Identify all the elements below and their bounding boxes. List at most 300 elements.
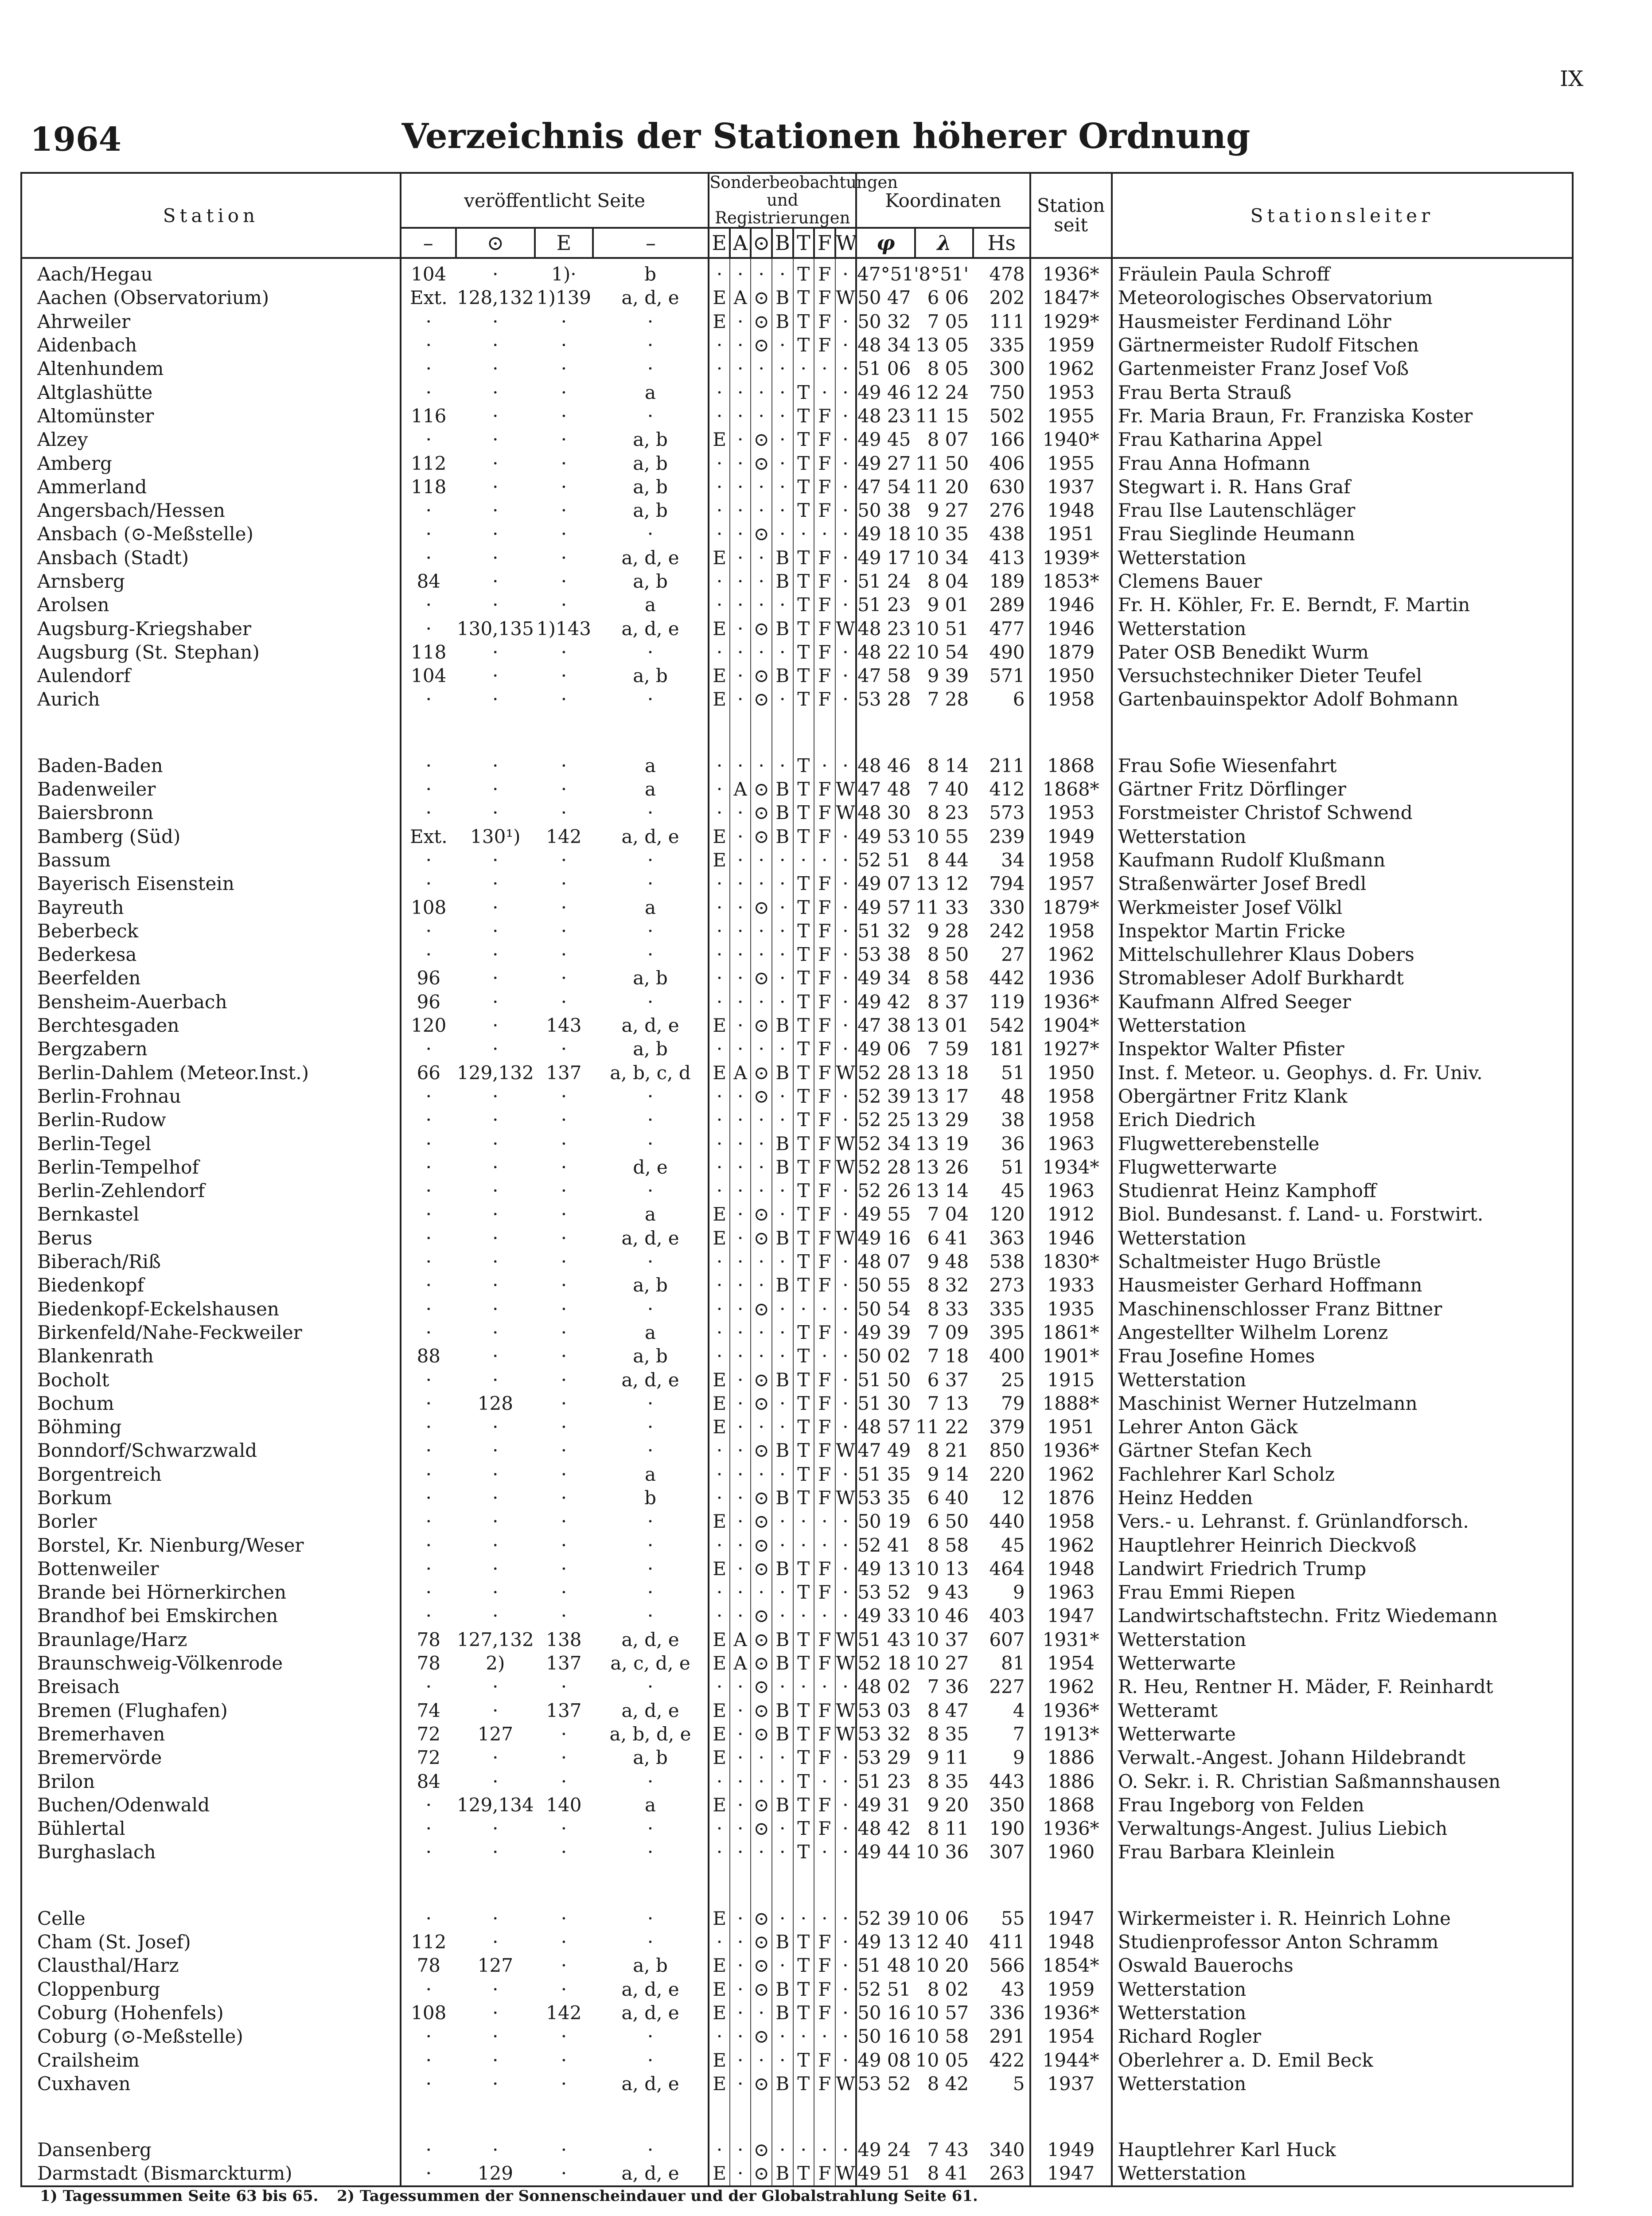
pub-page-sun: · bbox=[492, 1440, 499, 1462]
special-e: · bbox=[716, 2025, 723, 2048]
coord-longitude: 8 35 bbox=[927, 1770, 969, 1792]
special-e: E bbox=[713, 546, 726, 569]
special-f: F bbox=[814, 333, 835, 357]
pub-page-1: · bbox=[425, 381, 432, 403]
pub-page-e: · bbox=[561, 665, 567, 687]
special-t: T bbox=[793, 1628, 814, 1651]
special-w: · bbox=[835, 1202, 857, 1226]
coord-longitude: 7 28 bbox=[927, 688, 969, 710]
station-since: 1901* bbox=[1030, 1344, 1112, 1368]
pub-page-e: 137 bbox=[546, 1061, 582, 1084]
special-w: · bbox=[835, 825, 857, 848]
pub-page-4: · bbox=[593, 943, 709, 966]
spacer-cell bbox=[772, 711, 793, 754]
special-sun: ⊙ bbox=[751, 1722, 772, 1746]
special-a: · bbox=[730, 1769, 751, 1793]
special-e: E bbox=[713, 1392, 726, 1414]
special-w: W bbox=[835, 1131, 857, 1155]
station-since: 1949 bbox=[1030, 2138, 1112, 2161]
pub-page-1: · bbox=[425, 920, 432, 942]
coord-longitude: 6 41 bbox=[927, 1227, 969, 1249]
pub-page-4: · bbox=[593, 1297, 709, 1320]
station-since: 1936* bbox=[1030, 1439, 1112, 1462]
coord-latitude: 49 31 bbox=[857, 1794, 911, 1816]
table-row bbox=[21, 1793, 1573, 1817]
station-leader: Wetterwarte bbox=[1112, 1722, 1573, 1746]
coord-latitude: 47 38 bbox=[857, 1014, 911, 1037]
coord-longitude: 7 43 bbox=[927, 2139, 969, 2161]
coord-latitude: 52 25 bbox=[857, 1109, 911, 1131]
coord-height: 9 bbox=[973, 1580, 1030, 1604]
special-b: B bbox=[772, 1722, 793, 1746]
pub-page-4: a, d, e bbox=[593, 2072, 709, 2095]
pub-page-sun: 129,134 bbox=[457, 1794, 534, 1816]
station-name: Borkum bbox=[21, 1486, 401, 1510]
pub-page-1: Ext. bbox=[410, 287, 448, 309]
special-a: · bbox=[730, 1977, 751, 2001]
special-b: · bbox=[772, 943, 793, 966]
pub-page-sun: 129 bbox=[456, 2161, 535, 2186]
coord-latitude: 52 18 bbox=[857, 1652, 911, 1674]
station-leader: R. Heu, Rentner H. Mäder, F. Reinhardt bbox=[1112, 1675, 1573, 1698]
pub-page-e: · bbox=[561, 1369, 567, 1391]
special-w: W bbox=[835, 286, 857, 309]
special-f: · bbox=[814, 1604, 835, 1627]
coord-longitude: 8 04 bbox=[927, 570, 969, 592]
pub-page-1: · bbox=[425, 1132, 432, 1155]
spacer-cell bbox=[456, 2095, 535, 2138]
special-a: · bbox=[730, 1533, 751, 1557]
coord-latitude: 52 39 bbox=[857, 1085, 911, 1107]
special-e: · bbox=[716, 1440, 723, 1462]
station-leader: Wetterstation bbox=[1112, 1977, 1573, 2001]
pub-page-sun: · bbox=[492, 381, 499, 403]
spacer-cell bbox=[856, 2095, 915, 2138]
coord-height: 36 bbox=[973, 1131, 1030, 1155]
special-e: · bbox=[716, 1109, 723, 1131]
special-f: F bbox=[814, 1746, 835, 1769]
pub-page-1: · bbox=[425, 2025, 432, 2048]
special-t: T bbox=[793, 1793, 814, 1817]
coord-latitude: 48 46 bbox=[857, 754, 911, 776]
station-leader: Frau Ingeborg von Felden bbox=[1112, 1793, 1573, 1817]
pub-page-4: · bbox=[593, 1415, 709, 1439]
station-since: 1958 bbox=[1030, 919, 1112, 943]
special-f: F bbox=[814, 1155, 835, 1179]
special-a: · bbox=[730, 593, 751, 616]
station-leader: Schaltmeister Hugo Brüstle bbox=[1112, 1250, 1573, 1273]
pub-page-4: · bbox=[593, 1580, 709, 1604]
pub-page-sun: · bbox=[492, 1038, 499, 1060]
pub-page-sun: · bbox=[492, 1298, 499, 1320]
pub-page-sun: · bbox=[492, 1747, 499, 1769]
special-sun: · bbox=[751, 1344, 772, 1368]
pub-page-4: · bbox=[593, 1675, 709, 1698]
coord-height: 438 bbox=[973, 522, 1030, 546]
special-sun: ⊙ bbox=[751, 1557, 772, 1580]
special-sun: ⊙ bbox=[751, 333, 772, 357]
station-name: Ansbach (⊙-Meßstelle) bbox=[21, 522, 401, 546]
special-b: · bbox=[772, 475, 793, 499]
station-since: 1949 bbox=[1030, 825, 1112, 848]
pub-page-sun: · bbox=[492, 873, 499, 895]
pub-page-e: 1)139 bbox=[536, 287, 592, 309]
special-w: · bbox=[835, 990, 857, 1014]
pub-page-e: · bbox=[561, 570, 567, 592]
special-b: · bbox=[772, 593, 793, 616]
special-sun: ⊙ bbox=[751, 895, 772, 919]
station-name: Biedenkopf bbox=[21, 1273, 401, 1297]
coord-latitude: 50 55 bbox=[857, 1274, 911, 1296]
special-t: T bbox=[793, 475, 814, 499]
station-since: 1962 bbox=[1030, 1533, 1112, 1557]
special-f: · bbox=[814, 380, 835, 404]
special-a: · bbox=[730, 499, 751, 522]
special-sun: · bbox=[751, 1108, 772, 1131]
special-f: F bbox=[814, 943, 835, 966]
station-name: Berus bbox=[21, 1226, 401, 1250]
special-w: · bbox=[835, 1557, 857, 1580]
pub-page-e: · bbox=[561, 1723, 567, 1745]
pub-page-4: a, d, e bbox=[593, 1628, 709, 1651]
special-sun: · bbox=[751, 357, 772, 380]
pub-page-e: 142 bbox=[546, 2001, 582, 2024]
special-sun: ⊙ bbox=[751, 801, 772, 824]
special-a: · bbox=[730, 428, 751, 451]
special-f: F bbox=[814, 777, 835, 801]
station-since: 1946 bbox=[1030, 593, 1112, 616]
pub-page-4: · bbox=[593, 919, 709, 943]
coord-latitude: 53 38 bbox=[857, 944, 911, 966]
coord-latitude: 49 27 bbox=[857, 452, 911, 474]
table-row bbox=[21, 593, 1573, 616]
coord-longitude: 9 39 bbox=[927, 665, 969, 687]
station-since: 1936 bbox=[1030, 966, 1112, 990]
pub-page-e: · bbox=[561, 1203, 567, 1225]
special-sun: · bbox=[751, 570, 772, 593]
special-sun: ⊙ bbox=[751, 687, 772, 711]
station-name: Amberg bbox=[21, 451, 401, 475]
special-f: F bbox=[814, 1392, 835, 1415]
special-f: · bbox=[814, 2138, 835, 2161]
special-t: · bbox=[793, 2025, 814, 2048]
special-e: · bbox=[716, 1770, 723, 1792]
header-special-col: ⊙ bbox=[751, 228, 772, 258]
special-b: B bbox=[772, 2161, 793, 2186]
special-a: · bbox=[730, 1722, 751, 1746]
special-e: E bbox=[713, 1227, 726, 1249]
pub-page-4: · bbox=[593, 1604, 709, 1627]
pub-page-e: 142 bbox=[546, 825, 582, 847]
special-t: T bbox=[793, 872, 814, 895]
special-a: A bbox=[730, 1628, 751, 1651]
station-since: 1854* bbox=[1030, 1954, 1112, 1977]
pub-page-1: · bbox=[425, 1841, 432, 1863]
special-sun: · bbox=[751, 754, 772, 777]
coord-latitude: 49 18 bbox=[857, 523, 911, 545]
special-a: · bbox=[730, 2161, 751, 2186]
table-row bbox=[21, 1108, 1573, 1131]
special-e: · bbox=[716, 920, 723, 942]
spacer-cell bbox=[814, 2095, 835, 2138]
coord-latitude: 50 16 bbox=[857, 2001, 911, 2024]
coord-height: 291 bbox=[973, 2025, 1030, 2048]
special-b: B bbox=[772, 1930, 793, 1954]
table-row bbox=[21, 1463, 1573, 1486]
special-f: F bbox=[814, 1108, 835, 1131]
spacer-cell bbox=[1112, 711, 1573, 754]
special-sun: ⊙ bbox=[751, 1486, 772, 1510]
pub-page-sun: · bbox=[492, 1581, 499, 1603]
pub-page-1: · bbox=[425, 617, 432, 640]
special-e: · bbox=[716, 802, 723, 824]
special-t: T bbox=[793, 1651, 814, 1675]
special-t: T bbox=[793, 1392, 814, 1415]
header-longitude: λ bbox=[915, 228, 973, 258]
special-sun: ⊙ bbox=[751, 2072, 772, 2095]
special-f: F bbox=[814, 1580, 835, 1604]
special-b: · bbox=[772, 258, 793, 286]
special-t: T bbox=[793, 258, 814, 286]
pub-page-e: · bbox=[561, 334, 567, 356]
station-since: 1868 bbox=[1030, 1793, 1112, 1817]
station-since: 1868* bbox=[1030, 777, 1112, 801]
special-a: · bbox=[730, 1179, 751, 1202]
coord-height: 239 bbox=[973, 825, 1030, 848]
pub-page-sun: · bbox=[492, 778, 499, 800]
station-name: Borstel, Kr. Nienburg/Weser bbox=[21, 1533, 401, 1557]
special-sun: ⊙ bbox=[751, 1907, 772, 1930]
special-t: · bbox=[793, 522, 814, 546]
pub-page-1: · bbox=[425, 1907, 432, 1929]
special-b: · bbox=[772, 990, 793, 1014]
special-e: E bbox=[713, 1014, 726, 1037]
pub-page-4: a, b bbox=[593, 570, 709, 593]
special-sun: ⊙ bbox=[751, 428, 772, 451]
station-name: Bamberg (Süd) bbox=[21, 825, 401, 848]
special-t: · bbox=[793, 1604, 814, 1627]
table-row bbox=[21, 1037, 1573, 1061]
special-b: · bbox=[772, 1037, 793, 1061]
pub-page-4: a, b bbox=[593, 1954, 709, 1977]
special-a: · bbox=[730, 1202, 751, 1226]
special-a: · bbox=[730, 825, 751, 848]
station-leader: Hauptlehrer Heinrich Dieckvoß bbox=[1112, 1533, 1573, 1557]
special-b: · bbox=[772, 499, 793, 522]
station-leader: Frau Sofie Wiesenfahrt bbox=[1112, 754, 1573, 777]
special-f: · bbox=[814, 1533, 835, 1557]
special-a: A bbox=[730, 777, 751, 801]
special-f: F bbox=[814, 1463, 835, 1486]
station-name: Angersbach/Hessen bbox=[21, 499, 401, 522]
coord-longitude: 13 12 bbox=[915, 873, 969, 895]
special-t: · bbox=[793, 2138, 814, 2161]
coord-latitude: 50 02 bbox=[857, 1345, 911, 1367]
special-a: · bbox=[730, 1604, 751, 1627]
pub-page-sun: · bbox=[492, 1676, 499, 1698]
special-w: · bbox=[835, 1463, 857, 1486]
special-b: B bbox=[772, 1628, 793, 1651]
coord-latitude: 48 22 bbox=[857, 641, 911, 663]
station-since: 1958 bbox=[1030, 1108, 1112, 1131]
special-b: B bbox=[772, 616, 793, 640]
special-b: B bbox=[772, 1368, 793, 1391]
station-since: 1958 bbox=[1030, 1085, 1112, 1108]
special-t: T bbox=[793, 570, 814, 593]
special-b: B bbox=[772, 1131, 793, 1155]
table-row bbox=[21, 380, 1573, 404]
station-since: 1963 bbox=[1030, 1580, 1112, 1604]
special-t: T bbox=[793, 777, 814, 801]
station-name: Braunschweig-Völkenrode bbox=[21, 1651, 401, 1675]
spacer-cell bbox=[593, 1864, 709, 1907]
special-t: T bbox=[793, 1344, 814, 1368]
table-row bbox=[21, 754, 1573, 777]
pub-page-1: · bbox=[425, 1794, 432, 1816]
station-since: 1904* bbox=[1030, 1014, 1112, 1037]
spacer-cell bbox=[730, 1864, 751, 1907]
coord-longitude: 9 43 bbox=[927, 1581, 969, 1603]
pub-page-1: · bbox=[425, 873, 432, 895]
coord-latitude: 49 24 bbox=[857, 2139, 911, 2161]
station-name: Coburg (Hohenfels) bbox=[21, 2001, 401, 2025]
spacer-cell bbox=[915, 1864, 973, 1907]
coord-longitude: 6 37 bbox=[927, 1369, 969, 1391]
table-row bbox=[21, 895, 1573, 919]
coord-longitude: 10 27 bbox=[915, 1652, 969, 1674]
special-b: · bbox=[772, 640, 793, 664]
station-since: 1936* bbox=[1030, 2001, 1112, 2025]
pub-page-4: · bbox=[593, 1131, 709, 1155]
pub-page-1: 108 bbox=[411, 896, 447, 918]
pub-page-1: · bbox=[425, 1676, 432, 1698]
special-a: · bbox=[730, 1014, 751, 1037]
special-w: · bbox=[835, 522, 857, 546]
special-b: · bbox=[772, 2025, 793, 2048]
station-since: 1940* bbox=[1030, 428, 1112, 451]
special-w: W bbox=[835, 1155, 857, 1179]
special-t: T bbox=[793, 2072, 814, 2095]
station-name: Aulendorf bbox=[21, 664, 401, 687]
coord-latitude: 53 52 bbox=[857, 2072, 911, 2095]
special-sun: · bbox=[751, 546, 772, 570]
station-name: Celle bbox=[21, 1907, 401, 1930]
pub-page-sun: · bbox=[492, 1085, 499, 1107]
special-f: F bbox=[814, 1273, 835, 1297]
coord-latitude: 49 13 bbox=[857, 1557, 911, 1580]
coord-latitude: 50 16 bbox=[857, 2025, 911, 2048]
special-b: · bbox=[772, 357, 793, 380]
pub-page-sun: · bbox=[492, 1699, 499, 1721]
special-sun: ⊙ bbox=[751, 1675, 772, 1698]
special-e: E bbox=[713, 1628, 726, 1650]
pub-page-4: a, b bbox=[593, 1273, 709, 1297]
coord-longitude: 13 17 bbox=[915, 1085, 969, 1107]
station-name: Arnsberg bbox=[21, 570, 401, 593]
special-w: W bbox=[835, 2161, 857, 2186]
special-e: E bbox=[713, 1747, 726, 1769]
station-since: 1888* bbox=[1030, 1392, 1112, 1415]
table-row bbox=[21, 1014, 1573, 1037]
station-leader: Wetterstation bbox=[1112, 2072, 1573, 2095]
special-t: T bbox=[793, 754, 814, 777]
station-since: 1879* bbox=[1030, 895, 1112, 919]
station-leader: Obergärtner Fritz Klank bbox=[1112, 1085, 1573, 1108]
pub-page-1: · bbox=[425, 1109, 432, 1131]
station-name: Bonndorf/Schwarzwald bbox=[21, 1439, 401, 1462]
station-name: Badenweiler bbox=[21, 777, 401, 801]
coord-longitude: 8 37 bbox=[927, 991, 969, 1013]
pub-page-4: · bbox=[593, 640, 709, 664]
coord-height: 45 bbox=[973, 1179, 1030, 1202]
page-title: Verzeichnis der Stationen höherer Ordnung bbox=[401, 116, 1251, 156]
coord-longitude: 8 42 bbox=[927, 2072, 969, 2095]
pub-page-sun: · bbox=[492, 2001, 499, 2024]
special-sun: ⊙ bbox=[751, 825, 772, 848]
pub-page-1: · bbox=[425, 358, 432, 380]
pub-page-1: · bbox=[425, 1581, 432, 1603]
pub-page-4: a, b bbox=[593, 428, 709, 451]
station-name: Brilon bbox=[21, 1769, 401, 1793]
special-sun: · bbox=[751, 1415, 772, 1439]
station-leader: Lehrer Anton Gäck bbox=[1112, 1415, 1573, 1439]
special-t: · bbox=[793, 1510, 814, 1533]
station-name: Berlin-Zehlendorf bbox=[21, 1179, 401, 1202]
special-e: · bbox=[716, 523, 723, 545]
table-row bbox=[21, 1840, 1573, 1864]
station-name: Borler bbox=[21, 1510, 401, 1533]
station-name: Breisach bbox=[21, 1675, 401, 1698]
special-a: · bbox=[730, 1037, 751, 1061]
coord-longitude: 8 58 bbox=[927, 967, 969, 989]
special-e: E bbox=[713, 665, 726, 687]
special-a: · bbox=[730, 919, 751, 943]
special-w: · bbox=[835, 1273, 857, 1297]
special-t: T bbox=[793, 1415, 814, 1439]
special-f: F bbox=[814, 546, 835, 570]
station-leader: Heinz Hedden bbox=[1112, 1486, 1573, 1510]
pub-page-1: · bbox=[425, 778, 432, 800]
spacer-cell bbox=[856, 711, 915, 754]
special-e: · bbox=[716, 1486, 723, 1509]
header-special-col: B bbox=[772, 228, 793, 258]
special-sun: · bbox=[751, 1037, 772, 1061]
special-b: B bbox=[772, 801, 793, 824]
special-b: · bbox=[772, 1675, 793, 1698]
special-e: E bbox=[713, 1652, 726, 1674]
special-e: · bbox=[716, 967, 723, 989]
special-f: F bbox=[814, 404, 835, 428]
coord-longitude: 13 18 bbox=[915, 1061, 969, 1084]
pub-page-4: a, d, e bbox=[593, 1699, 709, 1722]
table-row bbox=[21, 499, 1573, 522]
special-f: F bbox=[814, 428, 835, 451]
station-leader: Frau Berta Strauß bbox=[1112, 380, 1573, 404]
pub-page-4: · bbox=[593, 1769, 709, 1793]
special-e: E bbox=[713, 617, 726, 640]
station-leader: Hauptlehrer Karl Huck bbox=[1112, 2138, 1573, 2161]
station-name: Blankenrath bbox=[21, 1344, 401, 1368]
special-b: · bbox=[772, 872, 793, 895]
station-name: Böhming bbox=[21, 1415, 401, 1439]
station-name: Burghaslach bbox=[21, 1840, 401, 1864]
table-row bbox=[21, 428, 1573, 451]
station-since: 1950 bbox=[1030, 1061, 1112, 1085]
coord-longitude: 8 50 bbox=[927, 944, 969, 966]
coord-height: 335 bbox=[973, 333, 1030, 357]
table-row bbox=[21, 1699, 1573, 1722]
pub-page-e: · bbox=[561, 381, 567, 403]
